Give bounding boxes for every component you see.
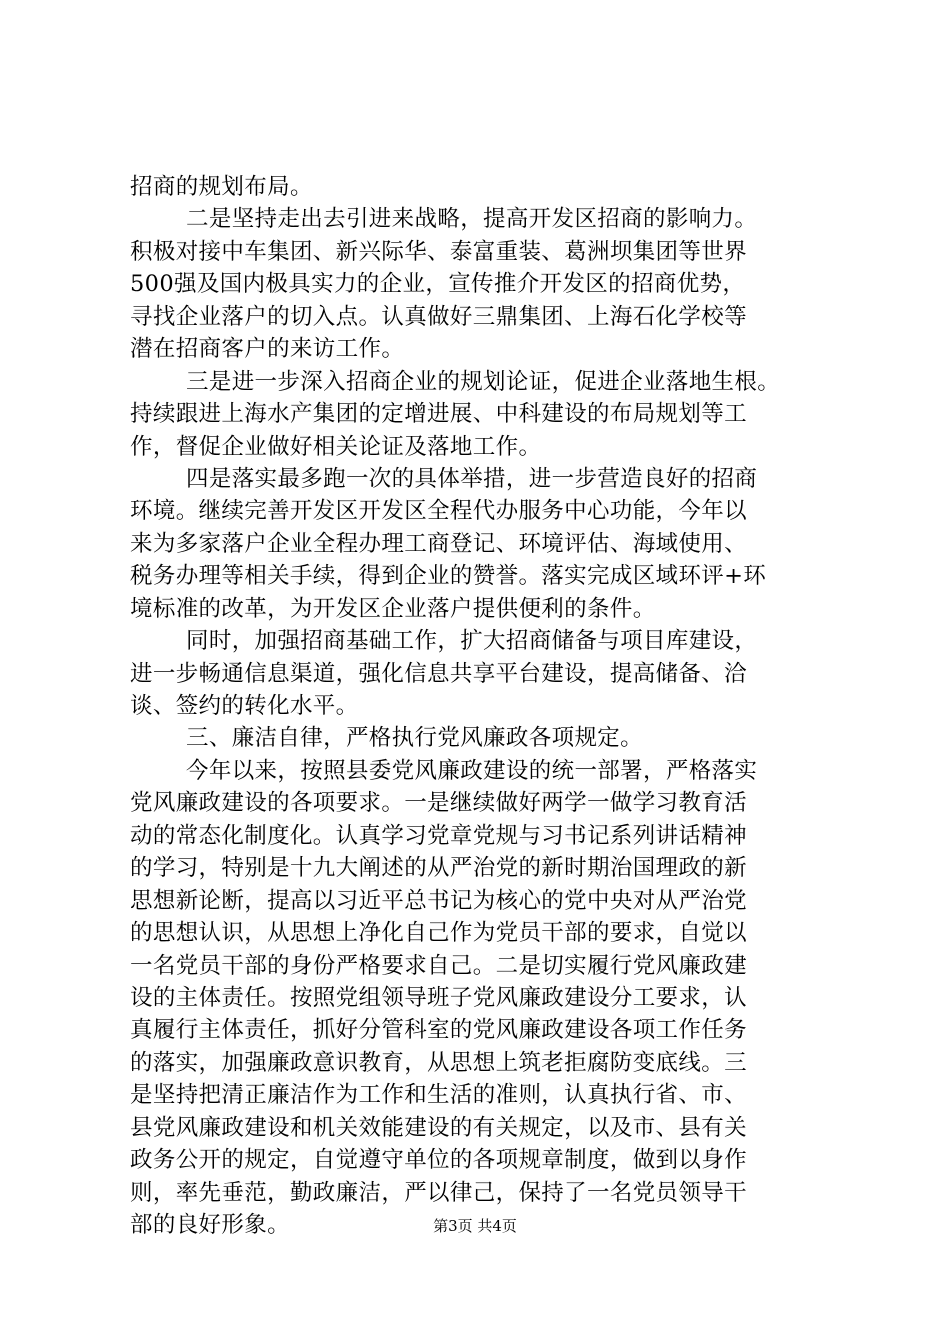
text-line: 寻找企业落户的切入点。认真做好三鼎集团、上海石化学校等 [130, 303, 747, 330]
text-line: 潜在招商客户的来访工作。 [130, 336, 405, 363]
page-footer: 第3页 共4页 [433, 1217, 517, 1235]
text-line: 的落实，加强廉政意识教育，从思想上筑老拒腐防变底线。三 [130, 1049, 747, 1076]
text-line: 的思想认识，从思想上净化自己作为党员干部的要求，自觉以 [130, 920, 747, 947]
text-line: 作，督促企业做好相关论证及落地工作。 [130, 433, 542, 460]
text-line: 税务办理等相关手续，得到企业的赞誉。落实完成区域环评+环 [130, 563, 767, 590]
text-line: 今年以来，按照县委党风廉政建设的统一部署，严格落实 [186, 757, 758, 784]
text-line: 积极对接中车集团、新兴际华、泰富重装、葛洲坝集团等世界 [130, 238, 747, 265]
text-line: 境标准的改革，为开发区企业落户提供便利的条件。 [130, 595, 656, 622]
text-line: 同时，加强招商基础工作，扩大招商储备与项目库建设， [186, 628, 758, 655]
text-line: 动的常态化制度化。认真学习党章党规与习书记系列讲话精神 [130, 822, 747, 849]
text-line: 招商的规划布局。 [130, 174, 313, 200]
text-line: 是坚持把清正廉洁作为工作和生活的准则，认真执行省、市、 [130, 1082, 747, 1109]
text-line: 三、廉洁自律，严格执行党风廉政各项规定。 [186, 725, 644, 752]
text-line: 进一步畅通信息渠道，强化信息共享平台建设，提高储备、洽 [130, 660, 747, 687]
text-line: 四是落实最多跑一次的具体举措，进一步营造良好的招商 [186, 465, 758, 492]
text-line: 谈、签约的转化水平。 [130, 693, 359, 719]
text-line: 部的良好形象。 [130, 1212, 290, 1238]
text-line: 设的主体责任。按照党组领导班子党风廉政建设分工要求，认 [130, 984, 747, 1011]
text-line: 二是坚持走出去引进来战略，提高开发区招商的影响力。 [186, 206, 758, 233]
text-line: 县党风廉政建设和机关效能建设的有关规定，以及市、县有关 [130, 1114, 747, 1141]
text-line: 思想新论断，提高以习近平总书记为核心的党中央对从严治党 [130, 887, 747, 914]
text-line: 一名党员干部的身份严格要求自己。二是切实履行党风廉政建 [130, 952, 747, 979]
text-line: 则，率先垂范，勤政廉洁，严以律己，保持了一名党员领导干 [130, 1179, 747, 1206]
text-line: 三是进一步深入招商企业的规划论证，促进企业落地生根。 [186, 368, 781, 395]
text-line: 政务公开的规定，自觉遵守单位的各项规章制度，做到以身作 [130, 1147, 747, 1174]
text-line: 500强及国内极具实力的企业，宣传推介开发区的招商优势， [130, 271, 746, 298]
text-line: 党风廉政建设的各项要求。一是继续做好两学一做学习教育活 [130, 790, 747, 817]
document-body [130, 171, 846, 1241]
text-line: 的学习，特别是十九大阐述的从严治党的新时期治国理政的新 [130, 855, 747, 882]
text-line: 来为多家落户企业全程办理工商登记、环境评估、海域使用、 [130, 530, 747, 557]
text-line: 真履行主体责任，抓好分管科室的党风廉政建设各项工作任务 [130, 1017, 747, 1044]
text-line: 持续跟进上海水产集团的定增进展、中科建设的布局规划等工 [130, 401, 747, 428]
text-line: 环境。继续完善开发区开发区全程代办服务中心功能，今年以 [130, 498, 747, 525]
